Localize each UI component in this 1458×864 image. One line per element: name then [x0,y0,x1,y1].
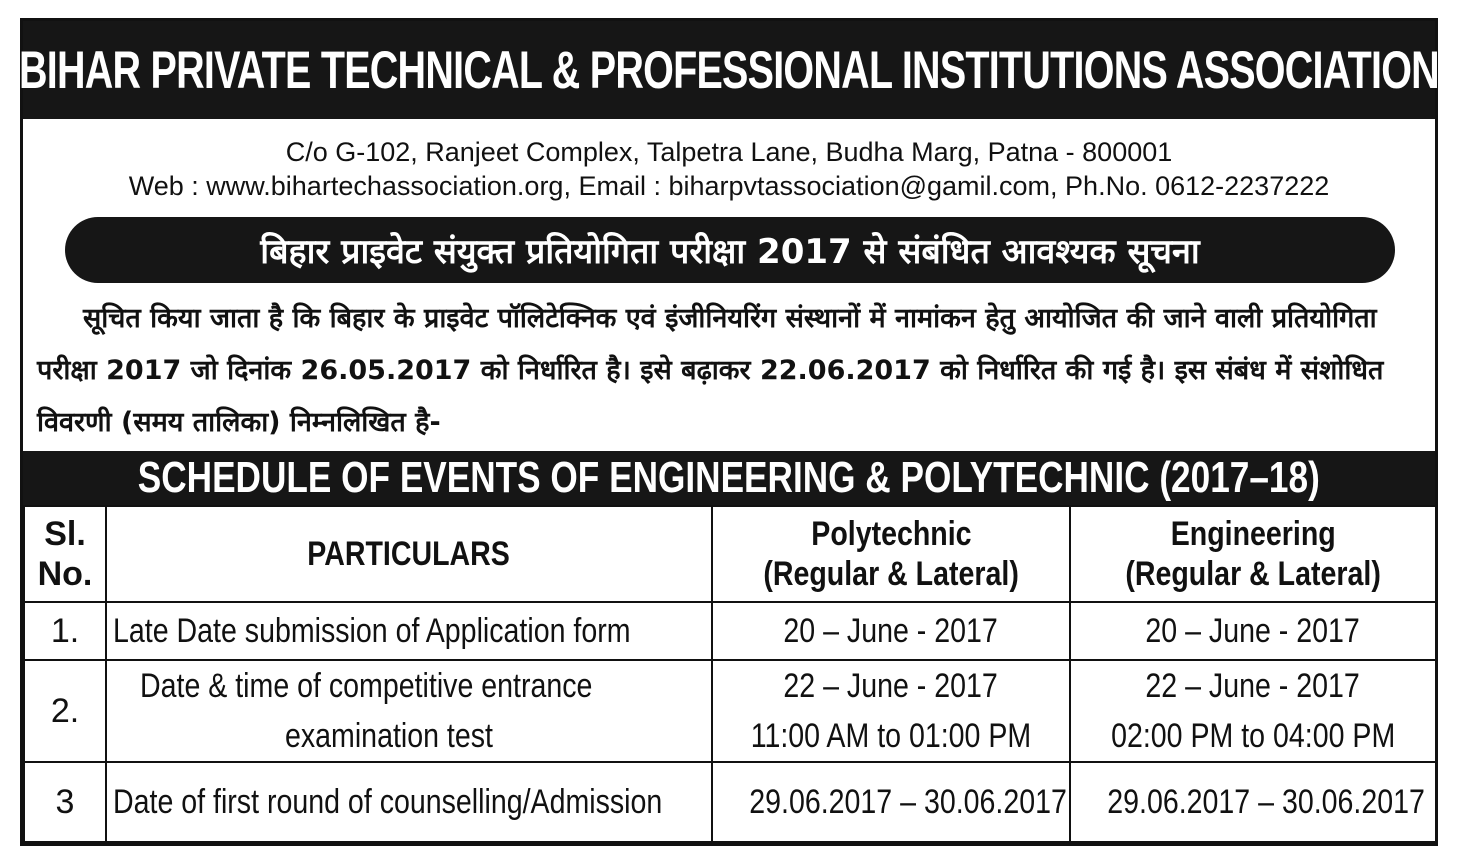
contact-line: Web : www.bihartechassociation.org, Email : biharpvtassociation@gamil.com, Ph.No. 0612-2237222 [128,171,1330,201]
column-header-engineering: Engineering (Regular & Lateral) [1070,506,1436,602]
schedule-title-bar [23,451,1435,505]
row-particular: Date of first round of counselling/Admission [106,762,712,842]
advertisement-frame [20,18,1438,846]
row-sl: 2. [24,660,106,762]
association-title-bar [19,21,1439,119]
table-header-row [24,506,1436,602]
table-row [24,602,1436,660]
schedule-title: SCHEDULE OF EVENTS OF ENGINEERING & POLYTECHNIC (2017–18) [137,453,1321,502]
address-line: C/o G-102, Ranjeet Complex, Talpetra Lane, Budha Marg, Patna - 800001 [285,137,1173,167]
association-title: BIHAR PRIVATE TECHNICAL & PROFESSIONAL INSTITUTIONS ASSOCIATION [19,40,1439,100]
schedule-table [23,505,1437,843]
notice-body: सूचित किया जाता है कि बिहार के प्राइवेट पॉलिटेक्निक एवं इंजीनियरिंग संस्थानों में नामांकन हेतु आयोजित की जाने वाली प्रतियोगिता परीक्षा 2017 जो दिनांक 26.05.2017 को निर्धारित है। इसे बढ़ाकर 22.06.2017 को निर्धारित की गई है। इस संबंध में संशोधित विवरणी (समय तालिका) निम्नलिखित है- [37,303,1384,438]
row-engineering-date: 20 – June - 2017 [1070,602,1436,660]
notice-heading: बिहार प्राइवेट संयुक्त प्रतियोगिता परीक्षा 2017 से संबंधित आवश्यक सूचना [260,232,1200,272]
row-polytechnic-date: 22 – June - 2017 11:00 AM to 01:00 PM [712,660,1070,762]
row-polytechnic-date: 20 – June - 2017 [712,602,1070,660]
row-polytechnic-date: 29.06.2017 – 30.06.2017 [712,762,1070,842]
row-engineering-date: 29.06.2017 – 30.06.2017 [1070,762,1436,842]
table-row [24,660,1436,762]
column-header-polytechnic: Polytechnic (Regular & Lateral) [712,506,1070,602]
notice-heading-banner [65,217,1395,283]
row-sl: 1. [24,602,106,660]
table-row [24,762,1436,842]
row-engineering-date: 22 – June - 2017 02:00 PM to 04:00 PM [1070,660,1436,762]
row-sl: 3 [24,762,106,842]
column-header-particulars: PARTICULARS [106,506,712,602]
row-particular: Late Date submission of Application form [106,602,712,660]
row-particular: Date & time of competitive entrance examination test [106,660,712,762]
column-header-sl: Sl. No. [24,506,106,602]
